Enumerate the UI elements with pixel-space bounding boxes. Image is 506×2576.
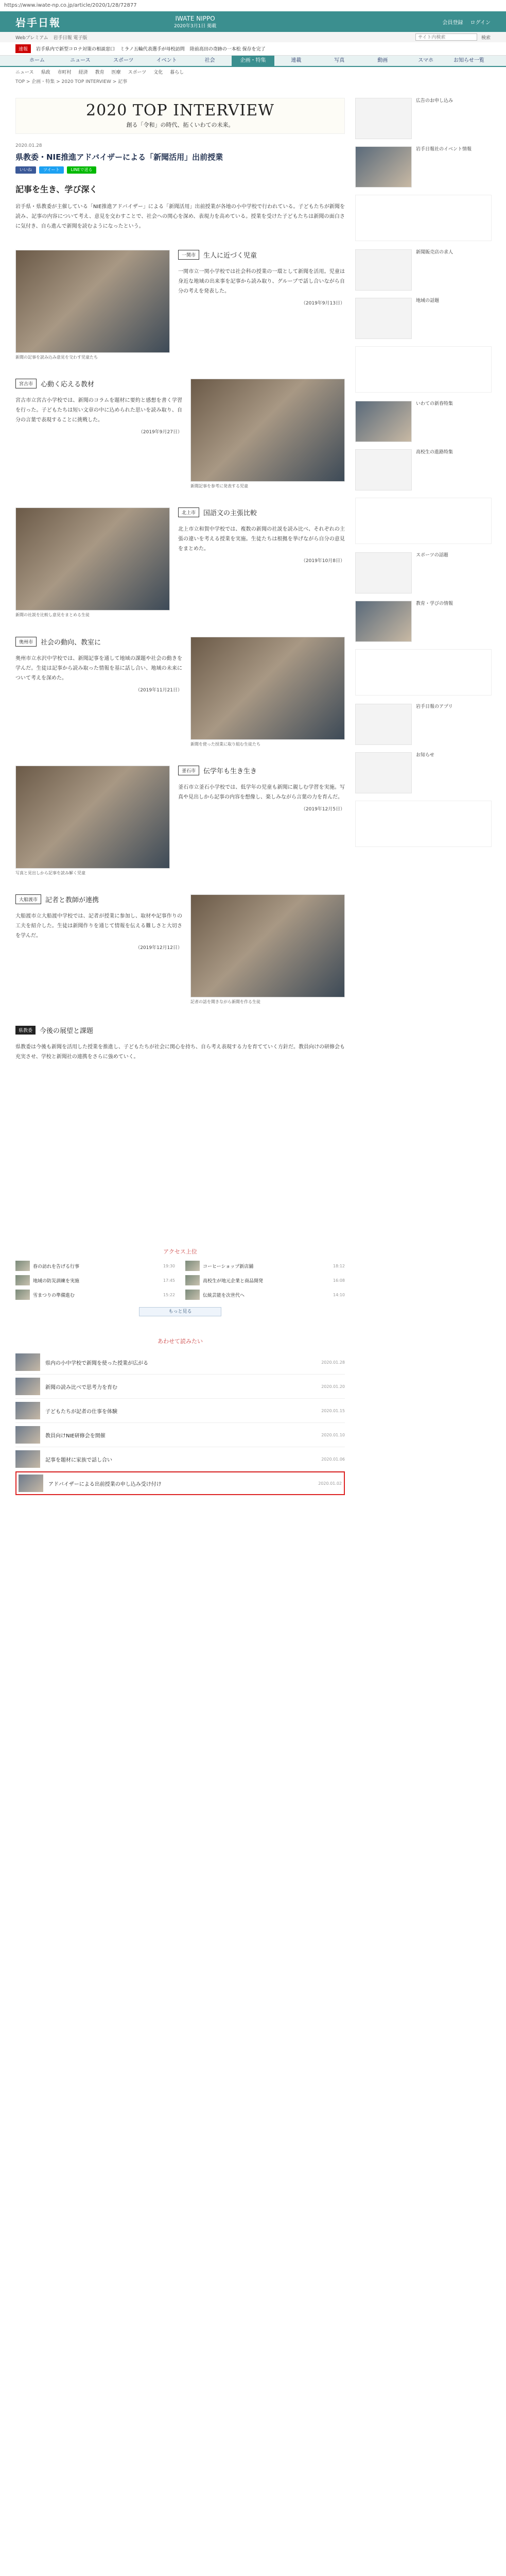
- profile-text: 県教委は今後も新聞を活用した授業を推進し、子どもたちが社会に関心を持ち、自ら考え表現する力を育てていく方針だ。教員向けの研修会も充実させ、学校と新聞社の連携をさらに強めていく。: [15, 1044, 345, 1060]
- sidebar-text-wrap: [416, 401, 453, 442]
- sidebar-text: 岩手日報社のイベント情報: [416, 147, 472, 152]
- tweet-button[interactable]: ツイート: [39, 166, 64, 174]
- recommend-item[interactable]: [15, 1350, 345, 1375]
- section-photo: [15, 507, 170, 618]
- ranking-item[interactable]: [15, 1275, 175, 1285]
- url-bar: [0, 0, 506, 11]
- login-link[interactable]: ログイン: [470, 20, 491, 26]
- nav-item[interactable]: 連載: [291, 58, 302, 63]
- subnav-item[interactable]: スポーツ: [128, 70, 147, 75]
- section-text: 釜石市立釜石小学校では、低学年の児童も新聞に親しむ学習を実施。写真や見出しから記事の内容を想像し、楽しみながら言葉の力を育んだ。: [178, 784, 345, 800]
- profile-head: [15, 1025, 345, 1035]
- recommend-text: 新聞の読み比べで思考力を育む: [45, 1384, 117, 1391]
- line-button[interactable]: LINEで送る: [67, 166, 97, 174]
- sidebar: [355, 98, 492, 855]
- section-head: [178, 250, 345, 260]
- sidebar-item[interactable]: [355, 752, 492, 793]
- nav-item[interactable]: 動画: [377, 58, 388, 63]
- recommend-item[interactable]: [15, 1375, 345, 1399]
- recommend-text: アドバイザーによる出前授業の申し込み受け付け: [48, 1481, 162, 1487]
- ticker-item[interactable]: 岩手県内で新型コロナ対策の相談窓口: [36, 47, 115, 52]
- section-body: [178, 507, 345, 618]
- section-head: [178, 766, 345, 775]
- sidebar-text: スポーツの話題: [416, 553, 448, 558]
- sidebar-thumbnail: [355, 752, 412, 793]
- section-image: [15, 250, 170, 353]
- ad-banner[interactable]: [355, 346, 492, 393]
- section-label: 一関市: [178, 250, 199, 260]
- section-image: [190, 637, 345, 740]
- section-image: [190, 894, 345, 997]
- sidebar-text-wrap: [416, 98, 453, 139]
- ad-banner[interactable]: [355, 649, 492, 696]
- sidebar-text: 教育・学びの情報: [416, 601, 453, 606]
- ranking-text: 地域の防災訓練を実施: [33, 1278, 80, 1284]
- section-image: [190, 379, 345, 482]
- ticker-item[interactable]: 陸前高田の奇跡の一本松 保存を完了: [189, 47, 266, 52]
- ranking-text: コーヒーショップ新店舗: [203, 1264, 254, 1269]
- nav-item[interactable]: 社会: [204, 58, 215, 63]
- section-label: 宮古市: [15, 379, 37, 388]
- article-lead: 記事を生き、学び深く: [15, 184, 98, 194]
- section-body: [15, 379, 182, 489]
- brand: [174, 15, 216, 29]
- nav-item[interactable]: 企画・特集: [232, 56, 275, 66]
- ranking-time: 16:08: [333, 1278, 345, 1283]
- search-input[interactable]: [415, 33, 477, 41]
- profile-box: [15, 1025, 345, 1062]
- section-date: （2019年9月27日）: [138, 430, 182, 435]
- sidebar-text: 新聞販売店の求人: [416, 250, 453, 255]
- recommend-text: 県内の小中学校で新聞を使った授業が広がる: [45, 1360, 148, 1366]
- photo-caption: 新聞の記事を読み込み意見を交わす児童たち: [15, 355, 98, 360]
- recommend-item[interactable]: [15, 1471, 345, 1495]
- ranking-text: 伝統芸能を次世代へ: [203, 1293, 245, 1298]
- section-label: 大船渡市: [15, 894, 41, 904]
- section-head: [15, 894, 182, 904]
- sidebar-thumbnail: [355, 704, 412, 745]
- profile-name: 今後の展望と課題: [40, 1027, 94, 1036]
- article-title: 県教委・NIE推進アドバイザーによる「新聞活用」出前授業: [15, 152, 223, 162]
- recommend-thumbnail: [15, 1378, 40, 1395]
- ranking-thumbnail: [15, 1290, 30, 1300]
- ranking-item[interactable]: [15, 1290, 175, 1300]
- recommend-time: 2020.01.28: [321, 1360, 345, 1365]
- article-section: [15, 894, 345, 1005]
- ad-banner[interactable]: [355, 498, 492, 544]
- breaking-tag: 速報: [15, 44, 31, 53]
- sidebar-item[interactable]: [355, 704, 492, 745]
- brand-name: IWATE NIPPO: [175, 14, 215, 22]
- interview-banner[interactable]: [15, 98, 345, 134]
- sidebar-thumbnail: [355, 98, 412, 139]
- recommend-time: 2020.01.20: [321, 1384, 345, 1389]
- ticker-item[interactable]: ミラノ五輪代表選手が母校訪問: [120, 47, 185, 52]
- sidebar-text-wrap: [416, 601, 453, 642]
- breadcrumb: TOP > 企画・特集 > 2020 TOP INTERVIEW > 記事: [15, 79, 128, 84]
- recommend-thumbnail: [15, 1426, 40, 1444]
- sidebar-text: いわての新春特集: [416, 401, 453, 406]
- main-nav: [0, 56, 506, 67]
- section-image: [15, 507, 170, 611]
- recommend-title: あわせて読みたい: [158, 1338, 203, 1345]
- ranking-time: 17:45: [163, 1278, 175, 1283]
- recommend-list: [15, 1350, 345, 1495]
- subnav-item[interactable]: 文化: [153, 70, 163, 75]
- sidebar-text-wrap: [416, 704, 453, 745]
- article-section: [15, 766, 345, 876]
- recommend-thumbnail: [15, 1353, 40, 1371]
- search: [415, 33, 491, 41]
- ranking: [15, 1247, 345, 1316]
- subnav-item[interactable]: 教育: [95, 70, 104, 75]
- subnav-item[interactable]: 医療: [111, 70, 121, 75]
- section-body: [178, 766, 345, 876]
- section-title: 国語文の主張比較: [203, 510, 257, 518]
- ranking-thumbnail: [185, 1261, 200, 1271]
- section-photo: [15, 766, 170, 876]
- recommend-text: 記事を題材に家族で話し合い: [45, 1457, 112, 1463]
- nav-item[interactable]: お知らせ一覧: [453, 58, 484, 63]
- nav-item[interactable]: スポーツ: [113, 58, 134, 63]
- recommend-item[interactable]: [15, 1423, 345, 1447]
- sidebar-text: 岩手日報のアプリ: [416, 704, 453, 709]
- section-photo: [15, 250, 170, 360]
- sidebar-text-wrap: [416, 449, 453, 490]
- site-logo[interactable]: 岩手日報: [15, 16, 61, 29]
- ranking-item[interactable]: [185, 1275, 345, 1285]
- section-body: [15, 894, 182, 1005]
- section-date: （2019年12月5日）: [301, 806, 345, 812]
- section-label: 釜石市: [178, 766, 199, 775]
- subnav-item[interactable]: 県政: [41, 70, 50, 75]
- article-intro: 岩手県・県教委が主催している「NIE推進アドバイザー」による「新聞活用」出前授業が各地の小中学校で行われている。子どもたちが新聞を読み、記事の内容について考え、意見を交わすことで、社会への関心を深め、表現力を高めている。授業を受けた子どもたちは新聞の面白さに気付き、自ら進んで新聞を読むようになったという。: [15, 204, 345, 229]
- register-link[interactable]: 会員登録: [442, 20, 463, 26]
- sidebar-item[interactable]: [355, 552, 492, 594]
- section-text: 北上市立和賀中学校では、複数の新聞の社説を読み比べ、それぞれの主張の違いを考える授業を実施。生徒たちは根拠を挙げながら自分の意見をまとめた。: [178, 527, 345, 552]
- ticker: [0, 42, 506, 56]
- article-section: [15, 637, 345, 747]
- recommend-time: 2020.01.06: [321, 1456, 345, 1462]
- recommend-thumbnail: [19, 1475, 43, 1492]
- section-head: [15, 379, 182, 388]
- section-image: [15, 766, 170, 869]
- sidebar-item[interactable]: [355, 449, 492, 490]
- ranking-item[interactable]: [15, 1261, 175, 1271]
- sidebar-text: 高校生の進路特集: [416, 450, 453, 455]
- ranking-thumbnail: [185, 1275, 200, 1285]
- banner-subtitle: 創る「令和」の時代、拓くいわての未来。: [126, 122, 234, 128]
- section-title: 心動く応える教材: [41, 381, 95, 389]
- ranking-time: 19:30: [163, 1263, 175, 1268]
- photo-caption: 新聞の社説を比較し意見をまとめる生徒: [15, 613, 90, 618]
- nav-item[interactable]: 写真: [334, 58, 345, 63]
- section-date: （2019年9月13日）: [301, 301, 345, 306]
- ranking-more-button[interactable]: もっと見る: [139, 1307, 221, 1316]
- sidebar-text: 地域の話題: [416, 298, 440, 303]
- digital-link[interactable]: 岩手日報 電子版: [53, 35, 88, 41]
- subnav-item[interactable]: 経済: [78, 70, 88, 75]
- ranking-time: 15:22: [163, 1292, 175, 1297]
- article-section: [15, 250, 345, 360]
- share-buttons: [15, 166, 345, 174]
- section-photo: [190, 379, 345, 489]
- section-date: （2019年10月8日）: [301, 558, 345, 564]
- premium-link[interactable]: Webプレミアム: [15, 35, 48, 41]
- site-header: [0, 11, 506, 32]
- nav-item[interactable]: ホーム: [29, 58, 45, 63]
- ad-banner[interactable]: [355, 195, 492, 241]
- ranking-text: 高校生が地元企業と商品開発: [203, 1278, 264, 1284]
- section-label: 奥州市: [15, 637, 37, 647]
- ranking-list: [15, 1261, 345, 1300]
- recommend-time: 2020.01.10: [321, 1432, 345, 1437]
- section-body: [178, 250, 345, 360]
- section-photo: [190, 637, 345, 747]
- sidebar-thumbnail: [355, 298, 412, 339]
- recommend-item[interactable]: [15, 1399, 345, 1423]
- recommend-thumbnail: [15, 1450, 40, 1468]
- sidebar-item[interactable]: [355, 98, 492, 139]
- photo-caption: 新聞記事を参考に発表する児童: [190, 484, 248, 489]
- subnav-item[interactable]: 暮らし: [170, 70, 184, 75]
- profile-label: 県教委: [15, 1026, 36, 1035]
- sub-nav: [0, 67, 506, 76]
- sidebar-text-wrap: [416, 752, 434, 793]
- section-body: [15, 637, 182, 747]
- section-title: 生人に近づく児童: [203, 252, 257, 260]
- sidebar-item[interactable]: [355, 146, 492, 188]
- sidebar-text: お知らせ: [416, 753, 434, 758]
- ranking-text: 春の訪れを告げる行事: [33, 1264, 80, 1269]
- section-head: [178, 507, 345, 517]
- section-date: （2019年12月12日）: [135, 945, 182, 951]
- subnav-item[interactable]: ニュース: [15, 70, 34, 75]
- section-text: 宮古市立宮古小学校では、新聞のコラムを題材に要約と感想を書く学習を行った。子どもたちは短い文章の中に込められた思いを読み取り、自分の言葉で表現することに挑戦した。: [15, 398, 182, 423]
- sidebar-text-wrap: [416, 298, 439, 339]
- sidebar-thumbnail: [355, 401, 412, 442]
- recommend: [15, 1337, 345, 1495]
- section-title: 記者と教師が連携: [45, 896, 99, 904]
- sidebar-thumbnail: [355, 249, 412, 291]
- article-sections: [15, 250, 345, 1005]
- ranking-thumbnail: [15, 1275, 30, 1285]
- sidebar-item[interactable]: [355, 401, 492, 442]
- sidebar-text-wrap: [416, 249, 453, 291]
- ad-banner[interactable]: [355, 801, 492, 847]
- sidebar-thumbnail: [355, 449, 412, 490]
- section-photo: [190, 894, 345, 1005]
- recommend-time: 2020.01.02: [318, 1481, 342, 1486]
- subnav-item[interactable]: 市町村: [57, 70, 72, 75]
- ranking-thumbnail: [15, 1261, 30, 1271]
- ranking-text: 雪まつりの準備進む: [33, 1293, 75, 1298]
- sidebar-thumbnail: [355, 601, 412, 642]
- section-head: [15, 637, 182, 647]
- ranking-item[interactable]: [185, 1290, 345, 1300]
- sidebar-thumbnail: [355, 146, 412, 188]
- article-section: [15, 507, 345, 618]
- article-date: 2020.01.28: [15, 143, 42, 148]
- utility-bar: [0, 32, 506, 42]
- url-text: https://www.iwate-np.co.jp/article/2020/1/28/72877: [4, 3, 137, 8]
- section-date: （2019年11月21日）: [135, 687, 182, 693]
- nav-item[interactable]: スマホ: [418, 58, 434, 63]
- like-button[interactable]: いいね: [15, 166, 36, 174]
- sidebar-text: 広告のお申し込み: [416, 98, 453, 104]
- recommend-thumbnail: [15, 1402, 40, 1419]
- section-title: 伝学年も生き生き: [203, 767, 257, 775]
- recommend-text: 子どもたちが記者の仕事を体験: [45, 1409, 117, 1415]
- section-title: 社会の動向、教室に: [41, 638, 101, 647]
- recommend-item[interactable]: [15, 1447, 345, 1471]
- ranking-thumbnail: [185, 1290, 200, 1300]
- sidebar-item[interactable]: [355, 601, 492, 642]
- sidebar-thumbnail: [355, 552, 412, 594]
- recommend-text: 教員向けNIE研修会を開催: [45, 1433, 106, 1439]
- section-text: 大船渡市立大船渡中学校では、記者が授業に参加し、取材や記事作りの工夫を紹介した。生徒は新聞作りを通じて情報を伝える難しさと大切さを学んだ。: [15, 913, 182, 939]
- header-links: [443, 18, 491, 26]
- section-text: 一関市立一関小学校では社会科の授業の一環として新聞を活用。児童は身近な地域の出来事を記事から読み取り、グループで話し合いながら自分の考えを発表した。: [178, 269, 345, 294]
- sidebar-text-wrap: [416, 552, 448, 594]
- sidebar-item[interactable]: [355, 249, 492, 291]
- photo-caption: 記者の話を聞きながら新聞を作る生徒: [190, 999, 260, 1004]
- brand-sub: 2020年3月1日 掲載: [174, 23, 217, 29]
- nav-item[interactable]: イベント: [156, 58, 177, 63]
- sidebar-item[interactable]: [355, 298, 492, 339]
- nav-item[interactable]: ニュース: [70, 58, 91, 63]
- article-section: [15, 379, 345, 489]
- section-label: 北上市: [178, 507, 199, 517]
- ranking-title: アクセス上位: [163, 1248, 197, 1256]
- search-button[interactable]: 検索: [481, 35, 491, 41]
- sidebar-text-wrap: [416, 146, 472, 188]
- ranking-item[interactable]: [185, 1261, 345, 1271]
- ranking-time: 14:10: [333, 1292, 345, 1297]
- photo-caption: 写真と見出しから記事を読み解く児童: [15, 870, 85, 875]
- recommend-time: 2020.01.15: [321, 1408, 345, 1413]
- banner-title: 2020 TOP INTERVIEW: [86, 101, 274, 120]
- section-text: 奥州市立水沢中学校では、新聞記事を通して地域の課題や社会の動きを学んだ。生徒は記事から読み取った情報を基に話し合い、地域の未来について考えを深めた。: [15, 655, 182, 681]
- main-content: [15, 98, 345, 1495]
- ranking-time: 18:12: [333, 1263, 345, 1268]
- photo-caption: 新聞を使った授業に取り組む生徒たち: [190, 741, 260, 747]
